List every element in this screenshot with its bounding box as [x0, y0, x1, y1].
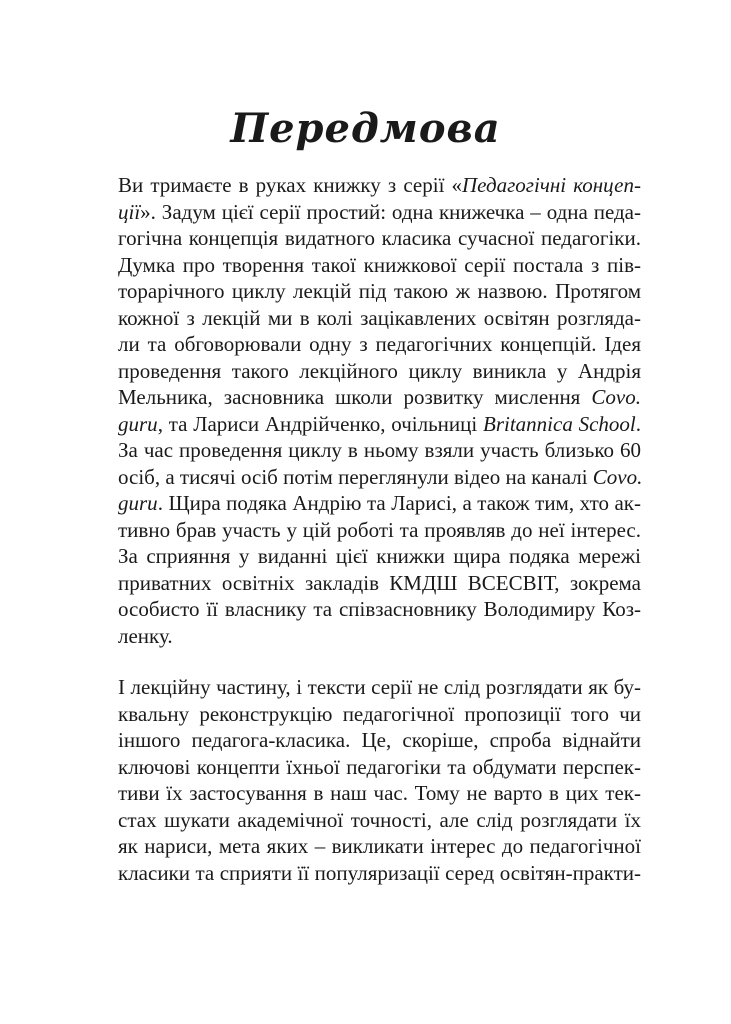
text-segment: За час проведення циклу в ньому взяли участь близько 60 — [118, 438, 641, 462]
text-segment: приватних освітніх закладів КМДШ ВСЕСВІТ, зокрема — [118, 570, 641, 595]
text-line — [118, 464, 641, 491]
text-line — [118, 278, 641, 305]
text-segment: Мельника, засновника школи розвитку мислення — [118, 385, 592, 409]
italic-text: guru — [118, 491, 158, 515]
text-line — [118, 727, 641, 754]
text-segment: . Щира подяка Андрію та Ларисі, а також тим, хто ак- — [157, 491, 641, 515]
text-line — [118, 358, 641, 385]
text-line — [118, 437, 641, 464]
text-segment: Ви тримаєте в руках книжку з серії « — [118, 173, 463, 197]
text-segment: класики та сприяти її популяризації серед освітян-практи- — [118, 860, 641, 885]
text-line — [118, 305, 641, 332]
text-line — [118, 780, 641, 807]
text-segment: тивно брав участь у цій роботі та проявляв до неї інтерес. — [118, 517, 641, 542]
italic-text: Педагогічні концеп- — [462, 173, 641, 197]
text-line — [118, 833, 641, 860]
text-segment: ». Задум цієї серії простий: одна книжечка – одна педа- — [140, 199, 641, 224]
paragraph — [118, 674, 641, 886]
paragraph — [118, 172, 641, 649]
text-segment: особисто її власнику та співзасновнику Володимиру Коз- — [118, 597, 641, 621]
italic-text: guru — [118, 411, 158, 436]
text-segment: як нариси, мета яких – викликати інтерес до педагогічної — [118, 834, 641, 858]
text-segment: стах шукати академічної точності, але слід розглядати їх — [118, 807, 641, 832]
text-segment: квальну реконструкцію педагогічної пропозиції того чи — [118, 701, 641, 726]
text-line — [118, 543, 641, 570]
text-line — [118, 490, 641, 517]
text-segment: Думка про творення такої книжкової серії постала з пів- — [118, 252, 641, 277]
text-segment: іншого педагога-класика. Це, скоріше, спроба віднайти — [118, 728, 641, 752]
text-segment: ли та обговорювали одну з педагогічних концепцій. Ідея — [118, 332, 641, 356]
text-line — [118, 570, 641, 597]
text-line — [118, 252, 641, 279]
text-line — [118, 701, 641, 728]
text-line — [118, 384, 641, 411]
text-segment: За сприяння у виданні цієї книжки щира подяка мережі — [118, 544, 641, 568]
text-segment: ленку. — [118, 623, 173, 648]
text-line — [118, 807, 641, 834]
text-segment: торарічного циклу лекцій під такою ж назвою. Протягом — [118, 279, 641, 303]
page-title: Передмова — [230, 105, 501, 152]
text-line — [118, 172, 641, 199]
text-line — [118, 754, 641, 781]
text-segment: осіб, а тисячі осіб потім переглянули відео на каналі — [118, 464, 593, 489]
text-segment: кожної з лекцій ми в колі зацікавлених освітян розгляда- — [118, 305, 641, 330]
text-segment: . — [635, 411, 641, 436]
italic-text: Covo. — [592, 464, 643, 489]
text-segment: , та Лариси Андрійченко, очільниці — [157, 411, 483, 436]
text-line — [118, 623, 641, 650]
text-segment: тиви їх застосування в наш час. Тому не варто в цих тек- — [118, 781, 641, 805]
text-line — [118, 596, 641, 623]
text-line — [118, 860, 641, 887]
text-segment: гогічна концепція видатного класика сучасної педагогіки. — [118, 226, 641, 250]
text-segment: проведення такого лекційного циклу виникла у Андрія — [118, 358, 641, 383]
italic-text: Covo. — [591, 385, 641, 409]
text-line — [118, 225, 641, 252]
text-segment: І лекційну частину, і тексти серії не слід розглядати як бу- — [118, 675, 641, 699]
italic-text: Britannica School — [483, 411, 636, 436]
text-line — [118, 674, 641, 701]
text-line — [118, 411, 641, 438]
text-line — [118, 517, 641, 544]
text-segment: ключові концепти їхньої педагогіки та обдумати перспек- — [118, 754, 641, 779]
text-line — [118, 199, 641, 226]
text-line — [118, 331, 641, 358]
italic-text: ції — [118, 199, 141, 224]
